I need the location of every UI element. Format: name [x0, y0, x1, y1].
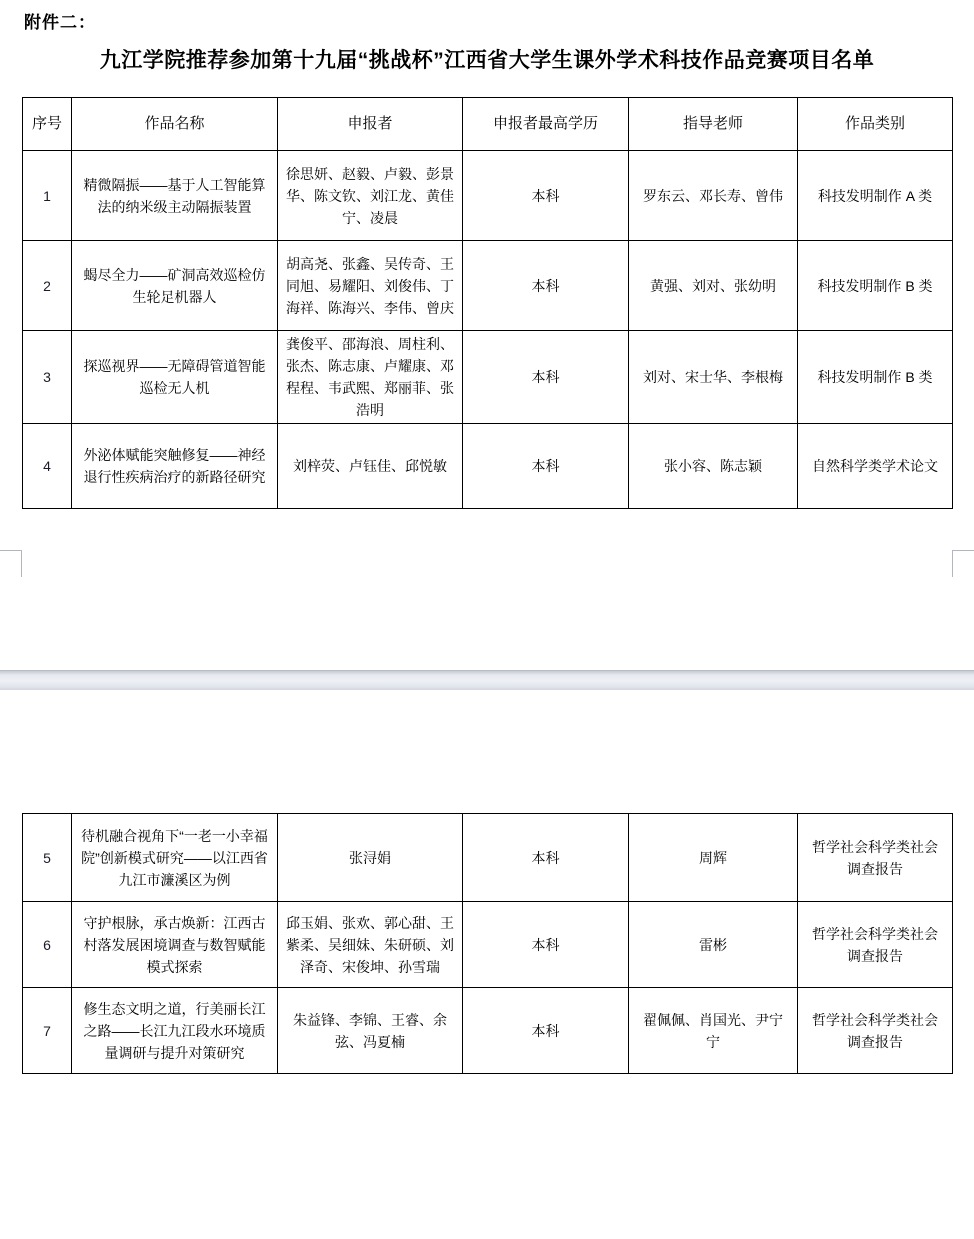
serial-cell: 6: [23, 902, 72, 988]
table-row: [23, 241, 953, 331]
applicants-cell: 徐思妍、赵毅、卢毅、彭景华、陈文钦、刘江龙、黄佳宁、凌晨: [278, 151, 463, 241]
advisors-cell: 罗东云、邓长寿、曾伟: [629, 151, 798, 241]
document-title: 九江学院推荐参加第十九届“挑战杯”江西省大学生课外学术科技作品竞赛项目名单: [99, 49, 875, 72]
advisors-cell: 雷彬: [629, 902, 798, 988]
page-break-gap: [0, 670, 974, 690]
category-cell: 科技发明制作 A 类: [798, 151, 953, 241]
column-header-work-title: 作品名称: [72, 98, 278, 151]
serial-cell: 2: [23, 241, 72, 331]
table-row: [23, 814, 953, 902]
advisors-cell: 周辉: [629, 814, 798, 902]
work-title-cell: 精微隔振——基于人工智能算法的纳米级主动隔振装置: [72, 151, 278, 241]
category-cell: 哲学社会科学类社会调查报告: [798, 902, 953, 988]
category-cell: 哲学社会科学类社会调查报告: [798, 988, 953, 1074]
serial-cell: 4: [23, 424, 72, 509]
category-cell: 科技发明制作 B 类: [798, 331, 953, 424]
work-title-cell: 修生态文明之道，行美丽长江之路——长江九江段水环境质量调研与提升对策研究: [72, 988, 278, 1074]
education-cell: 本科: [463, 424, 629, 509]
page-margin-mark-right-horizontal: [952, 550, 974, 551]
serial-cell: 1: [23, 151, 72, 241]
table-row: [23, 902, 953, 988]
column-header-advisors: 指导老师: [629, 98, 798, 151]
applicants-cell: 龚俊平、邵海浪、周柱利、张杰、陈志康、卢耀康、邓程程、韦武熙、郑丽菲、张浩明: [278, 331, 463, 424]
column-header-education: 申报者最高学历: [463, 98, 629, 151]
column-header-category: 作品类别: [798, 98, 953, 151]
serial-cell: 5: [23, 814, 72, 902]
column-header-applicants: 申报者: [278, 98, 463, 151]
education-cell: 本科: [463, 814, 629, 902]
advisors-cell: 张小容、陈志颖: [629, 424, 798, 509]
work-title-cell: 探巡视界——无障碍管道智能巡检无人机: [72, 331, 278, 424]
work-title-cell: 待机融合视角下“一老一小幸福院”创新模式研究——以江西省九江市濂溪区为例: [72, 814, 278, 902]
projects-table-page2: [22, 813, 953, 1074]
advisors-cell: 翟佩佩、肖国光、尹宁宁: [629, 988, 798, 1074]
work-title-cell: 蝎尽全力——矿洞高效巡检仿生轮足机器人: [72, 241, 278, 331]
table-row: [23, 331, 953, 424]
advisors-cell: 黄强、刘对、张幼明: [629, 241, 798, 331]
applicants-cell: 朱益锋、李锦、王睿、余弦、冯夏楠: [278, 988, 463, 1074]
applicants-cell: 张浔娟: [278, 814, 463, 902]
page-margin-mark-left-horizontal: [0, 550, 22, 551]
category-cell: 自然科学类学术论文: [798, 424, 953, 509]
education-cell: 本科: [463, 151, 629, 241]
work-title-cell: 外泌体赋能突触修复——神经退行性疾病治疗的新路径研究: [72, 424, 278, 509]
page-margin-mark-left-vertical: [21, 550, 22, 577]
education-cell: 本科: [463, 988, 629, 1074]
education-cell: 本科: [463, 902, 629, 988]
table-header-row: [23, 98, 953, 151]
advisors-cell: 刘对、宋士华、李根梅: [629, 331, 798, 424]
category-cell: 哲学社会科学类社会调查报告: [798, 814, 953, 902]
table-row: [23, 151, 953, 241]
serial-cell: 3: [23, 331, 72, 424]
work-title-cell: 守护根脉，承古焕新：江西古村落发展困境调查与数智赋能模式探索: [72, 902, 278, 988]
applicants-cell: 胡高尧、张鑫、吴传奇、王同旭、易耀阳、刘俊伟、丁海祥、陈海兴、李伟、曾庆: [278, 241, 463, 331]
attachment-label: 附件二：: [24, 13, 96, 32]
page-margin-mark-right-vertical: [952, 550, 953, 577]
serial-cell: 7: [23, 988, 72, 1074]
column-header-serial: 序号: [23, 98, 72, 151]
education-cell: 本科: [463, 331, 629, 424]
education-cell: 本科: [463, 241, 629, 331]
applicants-cell: 刘梓荧、卢钰佳、邱悦敏: [278, 424, 463, 509]
table-row: [23, 424, 953, 509]
table-row: [23, 988, 953, 1074]
category-cell: 科技发明制作 B 类: [798, 241, 953, 331]
projects-table-page1: [22, 97, 953, 509]
applicants-cell: 邱玉娟、张欢、郭心甜、王紫柔、吴细妹、朱研硕、刘泽奇、宋俊坤、孙雪瑞: [278, 902, 463, 988]
